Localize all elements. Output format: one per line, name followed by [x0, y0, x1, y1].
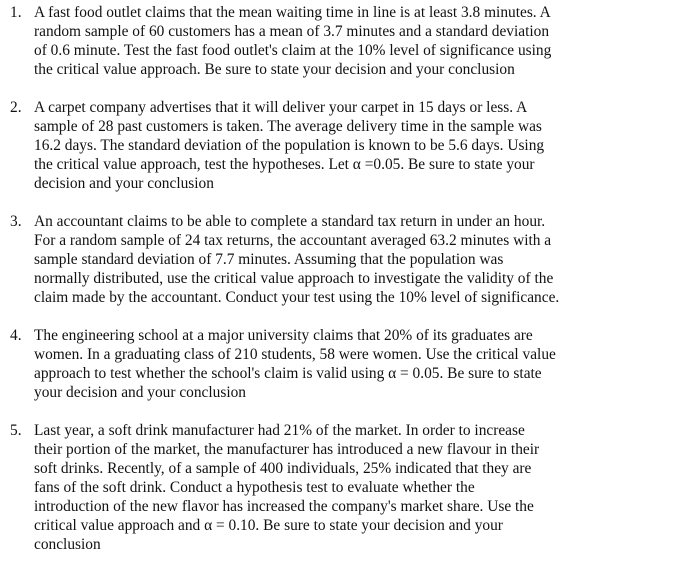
- question-number: 3.: [10, 213, 22, 230]
- question-number: 2.: [10, 99, 22, 116]
- question-text: An accountant claims to be able to complete a standard tax return in under an hour. For a random sample of 24 tax returns, the accountant averaged 63.2 minutes with a sample standard deviation of 7.7 minutes. Assuming that the population was normally distributed, use the critical value approach to investigate the validity of the claim made by the accountant. Conduct your test using the 10% level of significance.: [34, 213, 560, 306]
- question-item-1: [0, 3, 686, 79]
- question-number: 1.: [10, 4, 22, 21]
- question-text: Last year, a soft drink manufacturer had 21% of the market. In order to increase their portion of the market, the manufacturer has introduced a new flavour in their soft drinks. Recently, of a sample of 400 individuals, 25% indicated that they are fans of the soft drink. Conduct a hypothesis test to evaluate whether the introduction of the new flavor has increased the company's market share. Use the critical value approach and α = 0.10. Be sure to state your decision and your conclusion: [34, 422, 540, 553]
- question-text: A fast food outlet claims that the mean waiting time in line is at least 3.8 minutes. A random sample of 60 customers has a mean of 3.7 minutes and a standard deviation of 0.6 minute. Test the fast food outlet's claim at the 10% level of significance using the critical value approach. Be sure to state your decision and your conclusion: [34, 4, 552, 78]
- question-list: [0, 3, 686, 573]
- question-item-2: [0, 98, 686, 193]
- question-text: The engineering school at a major university claims that 20% of its graduates are women. In a graduating class of 210 students, 58 were women. Use the critical value approach to test whether the school's claim is valid using α = 0.05. Be sure to state your decision and your conclusion: [34, 327, 556, 401]
- question-item-5: [0, 421, 686, 554]
- question-number: 5.: [10, 422, 22, 439]
- question-item-4: [0, 326, 686, 402]
- question-number: 4.: [10, 327, 22, 344]
- question-item-3: [0, 212, 686, 307]
- question-text: A carpet company advertises that it will deliver your carpet in 15 days or less. A sample of 28 past customers is taken. The average delivery time in the sample was 16.2 days. The standard deviation of the population is known to be 5.6 days. Using the critical value approach, test the hypotheses. Let α =0.05. Be sure to state your decision and your conclusion: [34, 99, 545, 192]
